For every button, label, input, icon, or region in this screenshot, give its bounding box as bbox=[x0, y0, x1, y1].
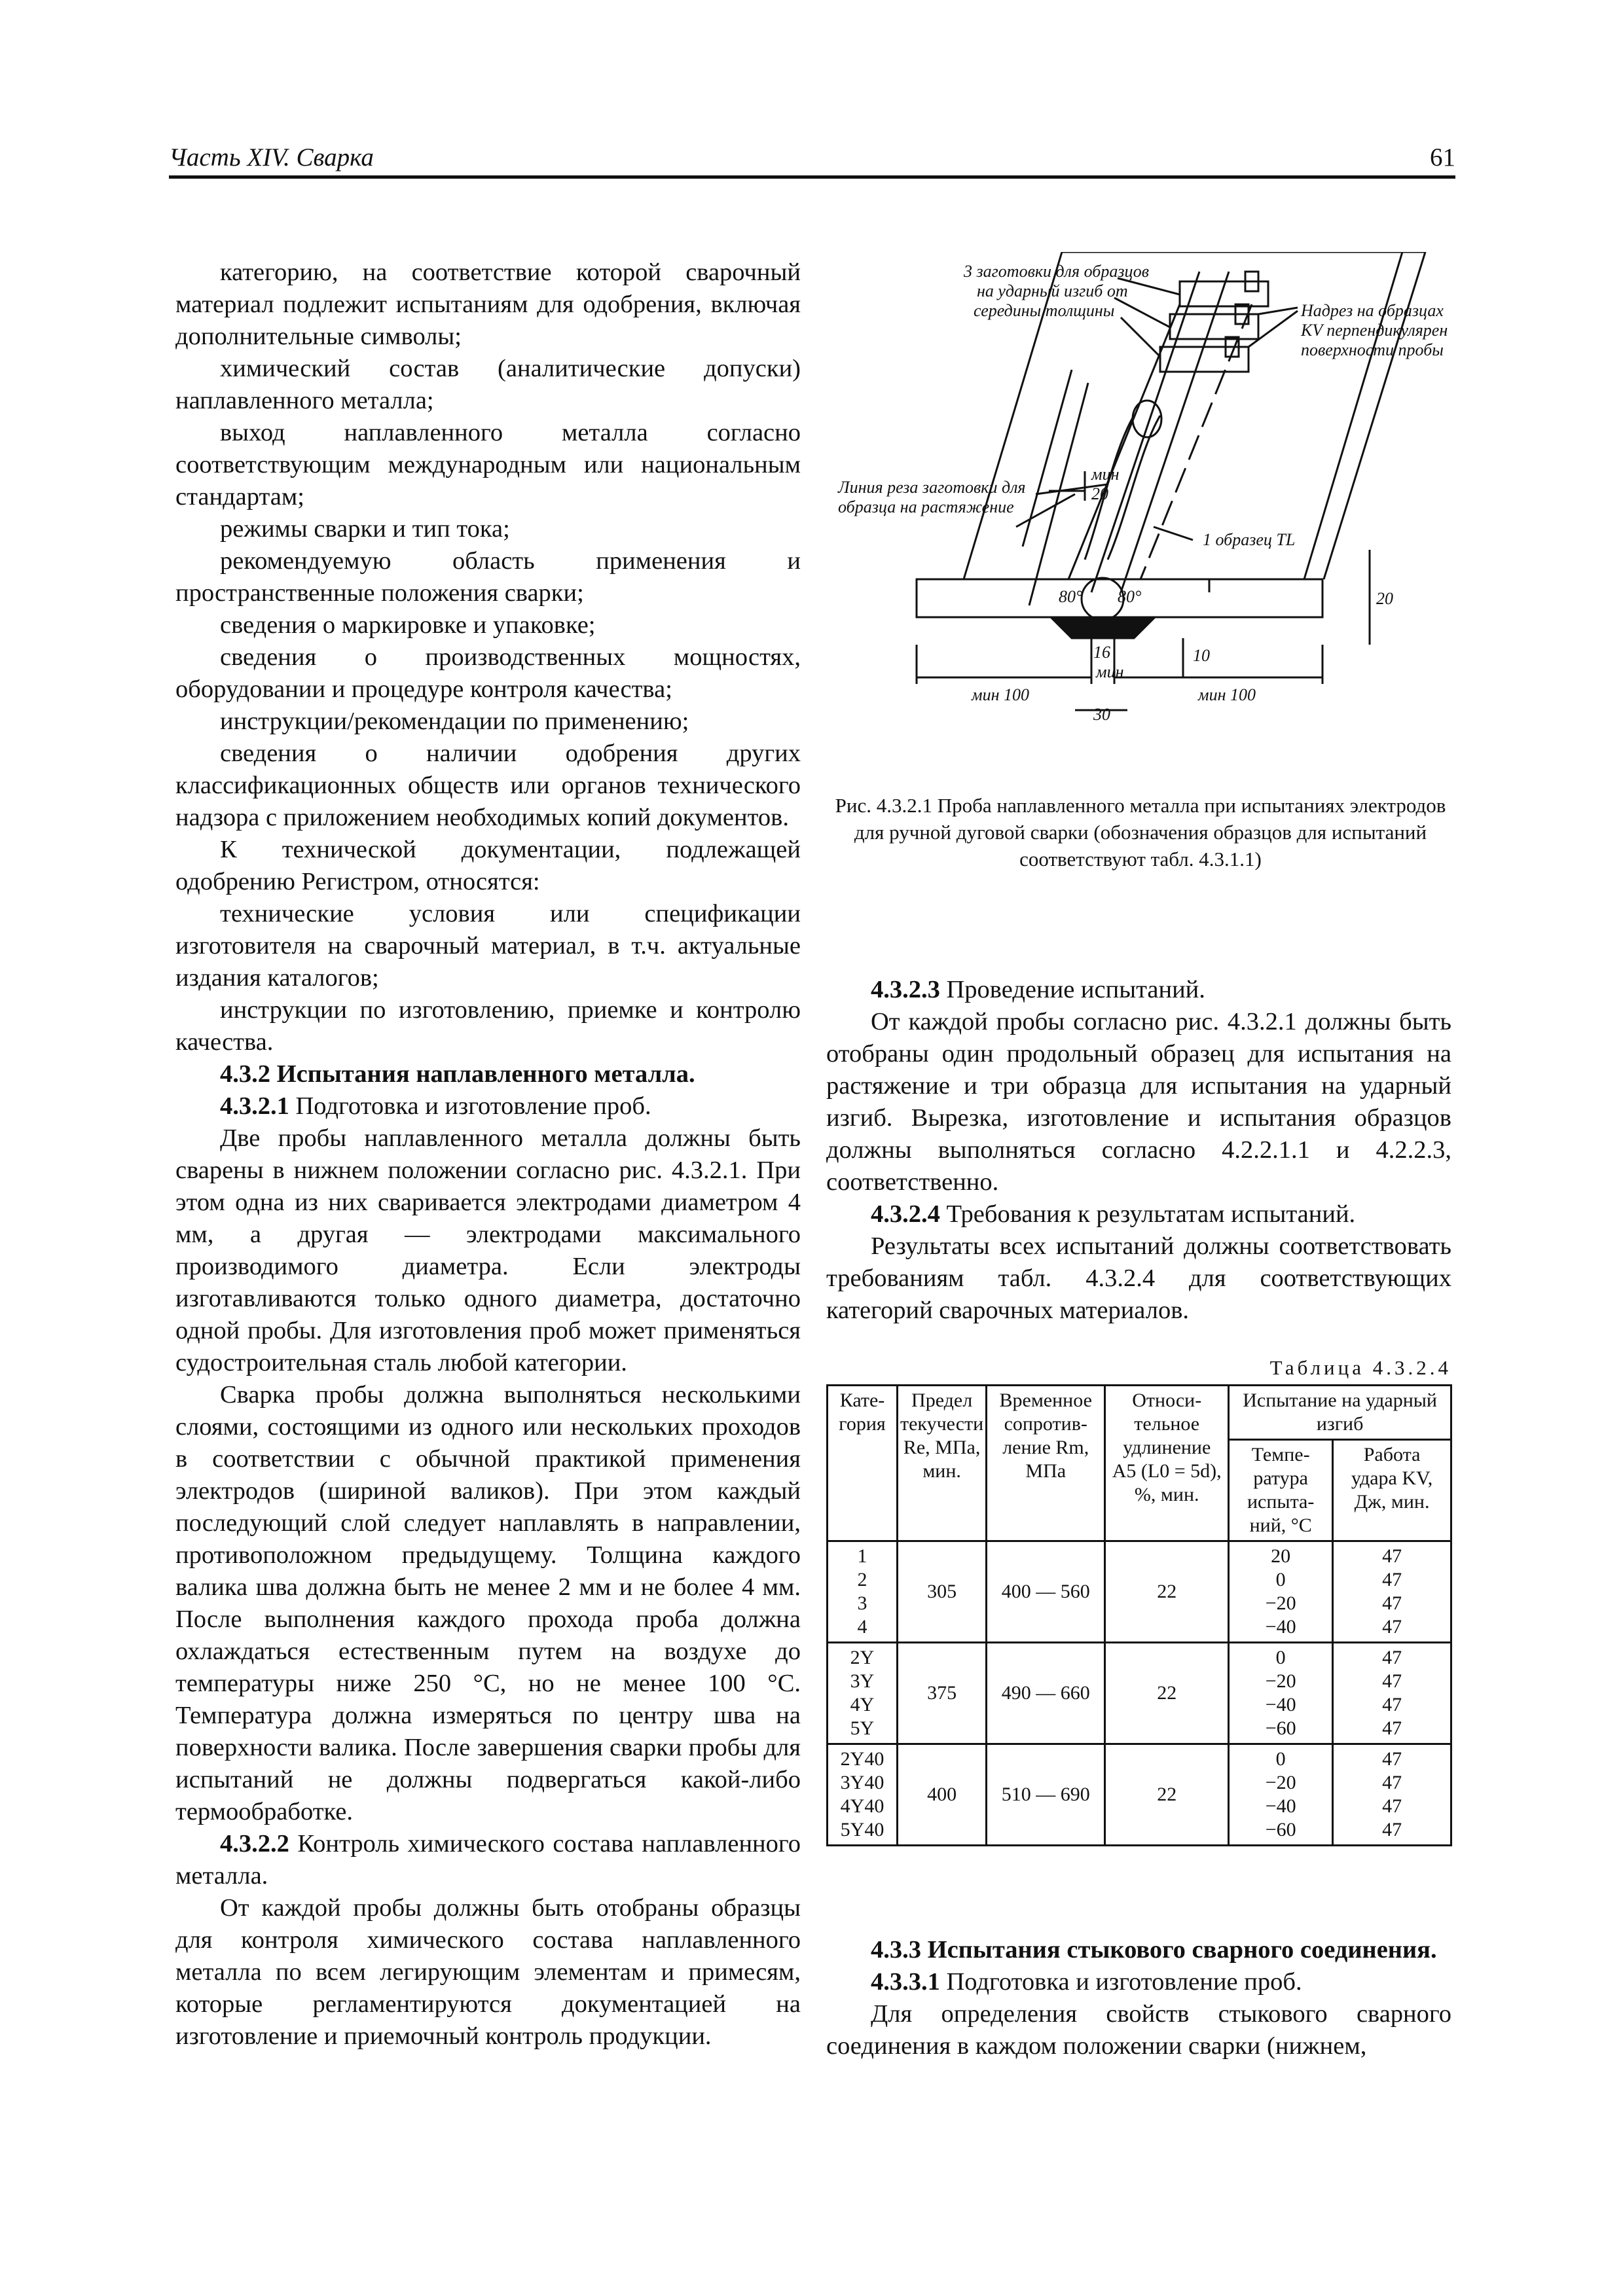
paragraph: Две пробы наплавленного металла должны быть сварены в нижнем положении согласно рис. 4.3.2.1. При этом одна из них сваривается электродами диаметром 4 мм, а другая — электродами максимального производимого диаметра. Если электроды изготавливаются только одного диаметра, достаточно одной пробы. Для изготовления проб может применяться судостроительная сталь любой категории. bbox=[175, 1124, 801, 1376]
table-label: Таблица 4.3.2.4 bbox=[1269, 1356, 1451, 1379]
dim-angle-left: 80° bbox=[1059, 587, 1083, 606]
list-paragraph: режимы сварки и тип тока; bbox=[220, 515, 510, 543]
list-paragraph: категорию, на соответствие которой сварочный материал подлежит испытаниям для одобрения, включая дополнительные символы; bbox=[175, 259, 801, 350]
cell-yield: 375 bbox=[898, 1643, 987, 1744]
dim-min-bottom: мин bbox=[1096, 662, 1124, 681]
right-column bbox=[826, 974, 1451, 1327]
paragraph: Для определения свойств стыкового сварного соединения в каждом положении сварки (нижнем, bbox=[826, 2000, 1451, 2060]
list-paragraph: инструкции/рекомендации по применению; bbox=[220, 708, 689, 735]
dim-20-top: 20 bbox=[1091, 484, 1108, 503]
right-column-bottom bbox=[826, 1934, 1451, 2062]
cell-categories: 2Y40 3Y40 4Y40 5Y40 bbox=[828, 1744, 898, 1846]
label-blanks-1: 3 заготовки для образцов bbox=[964, 262, 1150, 281]
cell-elongation: 22 bbox=[1105, 1744, 1229, 1846]
th-temperature: Темпе- ратура испыта- ний, °C bbox=[1229, 1440, 1333, 1541]
running-header bbox=[169, 143, 1455, 179]
test-piece-drawing bbox=[826, 252, 1455, 723]
cell-elongation: 22 bbox=[1105, 1541, 1229, 1643]
left-paragraph-list bbox=[175, 257, 801, 1058]
cell-temperatures: 0 −20 −40 −60 bbox=[1229, 1744, 1333, 1846]
list-paragraph: К технической документации, подлежащей одобрению Регистром, относятся: bbox=[175, 836, 801, 895]
cell-categories: 1 2 3 4 bbox=[828, 1541, 898, 1643]
heading-4-3-3: 4.3.3 Испытания стыкового сварного соединения. bbox=[871, 1936, 1437, 1964]
cell-temperatures: 0 −20 −40 −60 bbox=[1229, 1643, 1333, 1744]
cell-yield: 400 bbox=[898, 1744, 987, 1846]
th-impact: Испытание на ударный изгиб bbox=[1229, 1386, 1451, 1440]
figure-caption: Рис. 4.3.2.1 Проба наплавленного металла при испытаниях электродов для ручной дуговой сварки (обозначения образцов для испытаний соответствуют табл. 4.3.1.1) bbox=[835, 794, 1446, 870]
label-cut-2: образца на растяжение bbox=[838, 497, 1014, 516]
cell-tensile: 400 — 560 bbox=[987, 1541, 1105, 1643]
label-notch-1: Надрез на образцах bbox=[1301, 301, 1444, 320]
table-4-3-2-4 bbox=[826, 1384, 1452, 1846]
dim-min100-left: мин 100 bbox=[972, 685, 1029, 704]
dim-min100-right: мин 100 bbox=[1198, 685, 1256, 704]
cell-impact-energy: 47 47 47 47 bbox=[1333, 1643, 1451, 1744]
cell-categories: 2Y 3Y 4Y 5Y bbox=[828, 1643, 898, 1744]
dim-min-top: мин bbox=[1091, 465, 1120, 484]
paragraph: Сварка пробы должна выполняться несколькими слоями, состоящими из одного или нескольких проходов в соответствии с обычной практикой применения электродов (шириной валиков). При этом каждый последующий слой следует наплавлять в направлении, противоположном предыдущему. Толщина каждого валика шва должна быть не менее 2 мм и не более 4 мм. После выполнения каждого прохода проба должна охлаждаться естественным путем на воздухе до температуры ниже 250 °C, но не менее 100 °C. Температура должна измеряться по центру шва на поверхности валика. После завершения сварки пробы для испытаний не должны подвергаться какой-либо термообработке. bbox=[175, 1381, 801, 1825]
list-paragraph: технические условия или спецификации изготовителя на сварочный материал, в т.ч. актуальные издания каталогов; bbox=[175, 900, 801, 992]
list-paragraph: инструкции по изготовлению, приемке и контролю качества. bbox=[175, 996, 801, 1056]
th-impact-energy: Работа удара KV, Дж, мин. bbox=[1333, 1440, 1451, 1541]
dim-16: 16 bbox=[1093, 643, 1110, 662]
paragraph: От каждой пробы должны быть отобраны образцы для контроля химического состава наплавленного металла по всем легирующим элементам и примесям, которые регламентируются документацией на изготовление и приемочный контроль продукции. bbox=[175, 1894, 801, 2050]
figure-4-3-2-1 bbox=[826, 252, 1455, 723]
label-blanks-2: на ударный изгиб от bbox=[977, 281, 1128, 300]
th-yield: Предел текучести Re, МПа, мин. bbox=[898, 1386, 987, 1541]
table-body bbox=[828, 1541, 1451, 1846]
table-row bbox=[828, 1643, 1451, 1744]
dim-thickness: 20 bbox=[1376, 589, 1393, 608]
label-notch-2: KV перпендикулярен bbox=[1301, 321, 1448, 340]
cell-tensile: 490 — 660 bbox=[987, 1643, 1105, 1744]
cell-elongation: 22 bbox=[1105, 1643, 1229, 1744]
list-paragraph: сведения о маркировке и упаковке; bbox=[220, 611, 596, 639]
heading-4-3-2-3: 4.3.2.3 Проведение испытаний. bbox=[871, 976, 1205, 1003]
cell-yield: 305 bbox=[898, 1541, 987, 1643]
heading-4-3-3-1: 4.3.3.1 Подготовка и изготовление проб. bbox=[871, 1968, 1302, 1996]
list-paragraph: сведения о производственных мощностях, оборудовании и процедуре контроля качества; bbox=[175, 643, 801, 703]
heading-4-3-2-2: 4.3.2.2 Контроль химического состава наплавленного металла. bbox=[175, 1830, 801, 1890]
cell-impact-energy: 47 47 47 47 bbox=[1333, 1541, 1451, 1643]
paragraph: От каждой пробы согласно рис. 4.3.2.1 должны быть отобраны один продольный образец для испытания на растяжение и три образца для испытания на ударный изгиб. Вырезка, изготовление и испытания образцов должны выполняться согласно 4.2.2.1.1 и 4.2.2.3, соответственно. bbox=[826, 1008, 1451, 1196]
left-column bbox=[175, 257, 801, 2053]
table-row bbox=[828, 1541, 1451, 1643]
list-paragraph: выход наплавленного металла согласно соответствующим международным или национальным стандартам; bbox=[175, 419, 801, 511]
label-notch-3: поверхности пробы bbox=[1301, 340, 1444, 359]
cell-tensile: 510 — 690 bbox=[987, 1744, 1105, 1846]
table-row bbox=[828, 1744, 1451, 1846]
dim-angle-right: 80° bbox=[1118, 587, 1142, 606]
th-category: Кате- гория bbox=[828, 1386, 898, 1541]
paragraph: Результаты всех испытаний должны соответствовать требованиям табл. 4.3.2.4 для соответствующих категорий сварочных материалов. bbox=[826, 1232, 1451, 1324]
cell-impact-energy: 47 47 47 47 bbox=[1333, 1744, 1451, 1846]
page-number: 61 bbox=[1430, 143, 1455, 171]
heading-4-3-2-1: 4.3.2.1 Подготовка и изготовление проб. bbox=[220, 1092, 651, 1120]
dim-10: 10 bbox=[1193, 646, 1210, 665]
label-cut-1: Линия реза заготовки для bbox=[838, 478, 1026, 497]
list-paragraph: рекомендуемую область применения и пространственные положения сварки; bbox=[175, 547, 801, 607]
list-paragraph: сведения о наличии одобрения других классификационных обществ или органов технического надзора с приложением необходимых копий документов. bbox=[175, 740, 801, 831]
label-tl: 1 образец TL bbox=[1203, 530, 1296, 549]
th-elongation: Относи- тельное удлинение A5 (L0 = 5d), %, мин. bbox=[1105, 1386, 1229, 1541]
list-paragraph: химический состав (аналитические допуски) наплавленного металла; bbox=[175, 355, 801, 414]
heading-4-3-2-4: 4.3.2.4 Требования к результатам испытаний. bbox=[871, 1200, 1356, 1228]
header-section-title: Часть XIV. Сварка bbox=[169, 143, 374, 171]
th-tensile: Временное сопротив- ление Rm, МПа bbox=[987, 1386, 1105, 1541]
cell-temperatures: 20 0 −20 −40 bbox=[1229, 1541, 1333, 1643]
header-rule bbox=[169, 175, 1455, 179]
heading-4-3-2: 4.3.2 Испытания наплавленного металла. bbox=[220, 1060, 695, 1088]
label-blanks-3: середины толщины bbox=[974, 301, 1115, 320]
dim-30: 30 bbox=[1093, 705, 1110, 723]
